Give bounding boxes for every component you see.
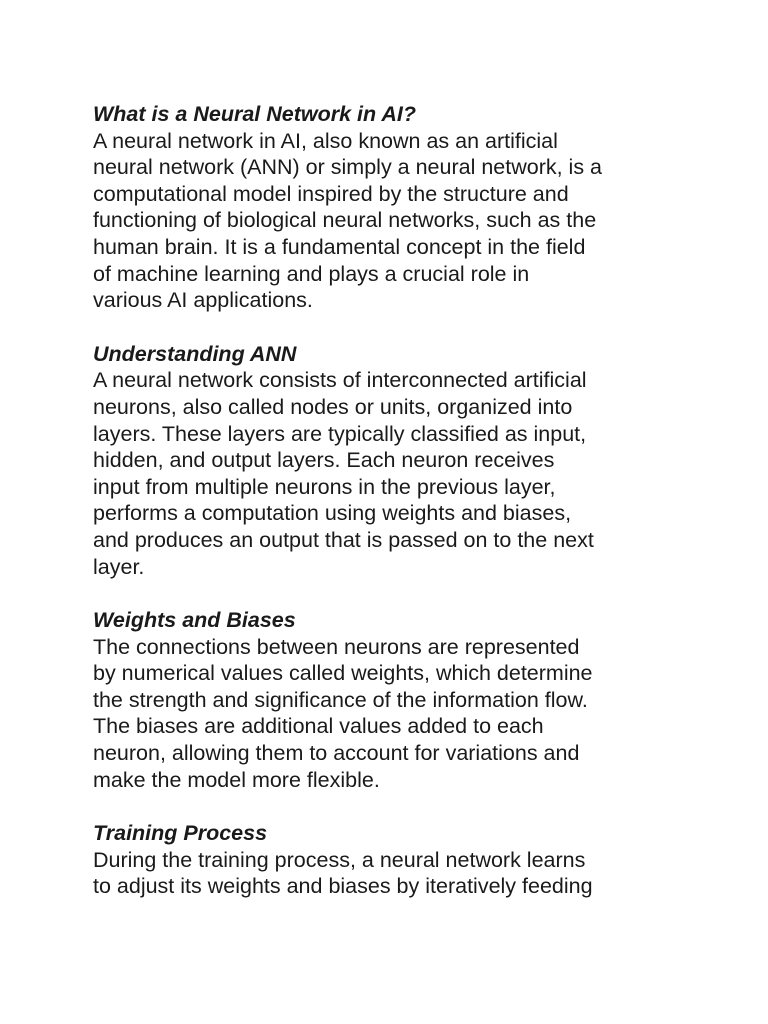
document-page <box>93 101 693 927</box>
paragraph-line: various AI applications. <box>93 288 313 313</box>
paragraph-line: make the model more flexible. <box>93 767 380 792</box>
section-heading: Weights and Biases <box>93 608 296 633</box>
paragraph-line: layers. These layers are typically classified as input, <box>93 421 587 446</box>
paragraph-line: of machine learning and plays a crucial role in <box>93 261 530 286</box>
section-paragraph <box>93 847 693 900</box>
paragraph-line: The connections between neurons are represented <box>93 634 580 659</box>
paragraph-line: functioning of biological neural networks, such as the <box>93 208 597 233</box>
paragraph-line: the strength and significance of the information flow. <box>93 687 588 712</box>
paragraph-line: A neural network consists of interconnected artificial <box>93 368 587 393</box>
section-training-process <box>93 820 693 900</box>
paragraph-line: performs a computation using weights and biases, <box>93 501 572 526</box>
paragraph-line: by numerical values called weights, which determine <box>93 661 593 686</box>
paragraph-line: and produces an output that is passed on to the next <box>93 527 594 552</box>
section-heading: Understanding ANN <box>93 341 297 366</box>
paragraph-line: A neural network in AI, also known as an artificial <box>93 128 558 153</box>
paragraph-line: neural network (ANN) or simply a neural network, is a <box>93 155 603 180</box>
paragraph-line: During the training process, a neural network learns <box>93 847 586 872</box>
section-heading: Training Process <box>93 821 268 846</box>
paragraph-line: to adjust its weights and biases by iteratively feeding <box>93 874 593 899</box>
section-paragraph <box>93 128 693 314</box>
paragraph-line: input from multiple neurons in the previous layer, <box>93 474 556 499</box>
paragraph-line: computational model inspired by the structure and <box>93 181 569 206</box>
section-weights-and-biases <box>93 607 693 793</box>
section-paragraph <box>93 367 693 580</box>
paragraph-line: The biases are additional values added to each <box>93 714 544 739</box>
paragraph-line: human brain. It is a fundamental concept in the field <box>93 234 586 259</box>
section-heading: What is a Neural Network in AI? <box>93 102 416 126</box>
paragraph-line: neurons, also called nodes or units, organized into <box>93 394 573 419</box>
paragraph-line: layer. <box>93 554 145 579</box>
section-what-is-neural-network <box>93 101 693 314</box>
paragraph-line: neuron, allowing them to account for variations and <box>93 741 580 766</box>
section-paragraph <box>93 634 693 794</box>
section-understanding-ann <box>93 341 693 580</box>
paragraph-line: hidden, and output layers. Each neuron receives <box>93 448 555 473</box>
